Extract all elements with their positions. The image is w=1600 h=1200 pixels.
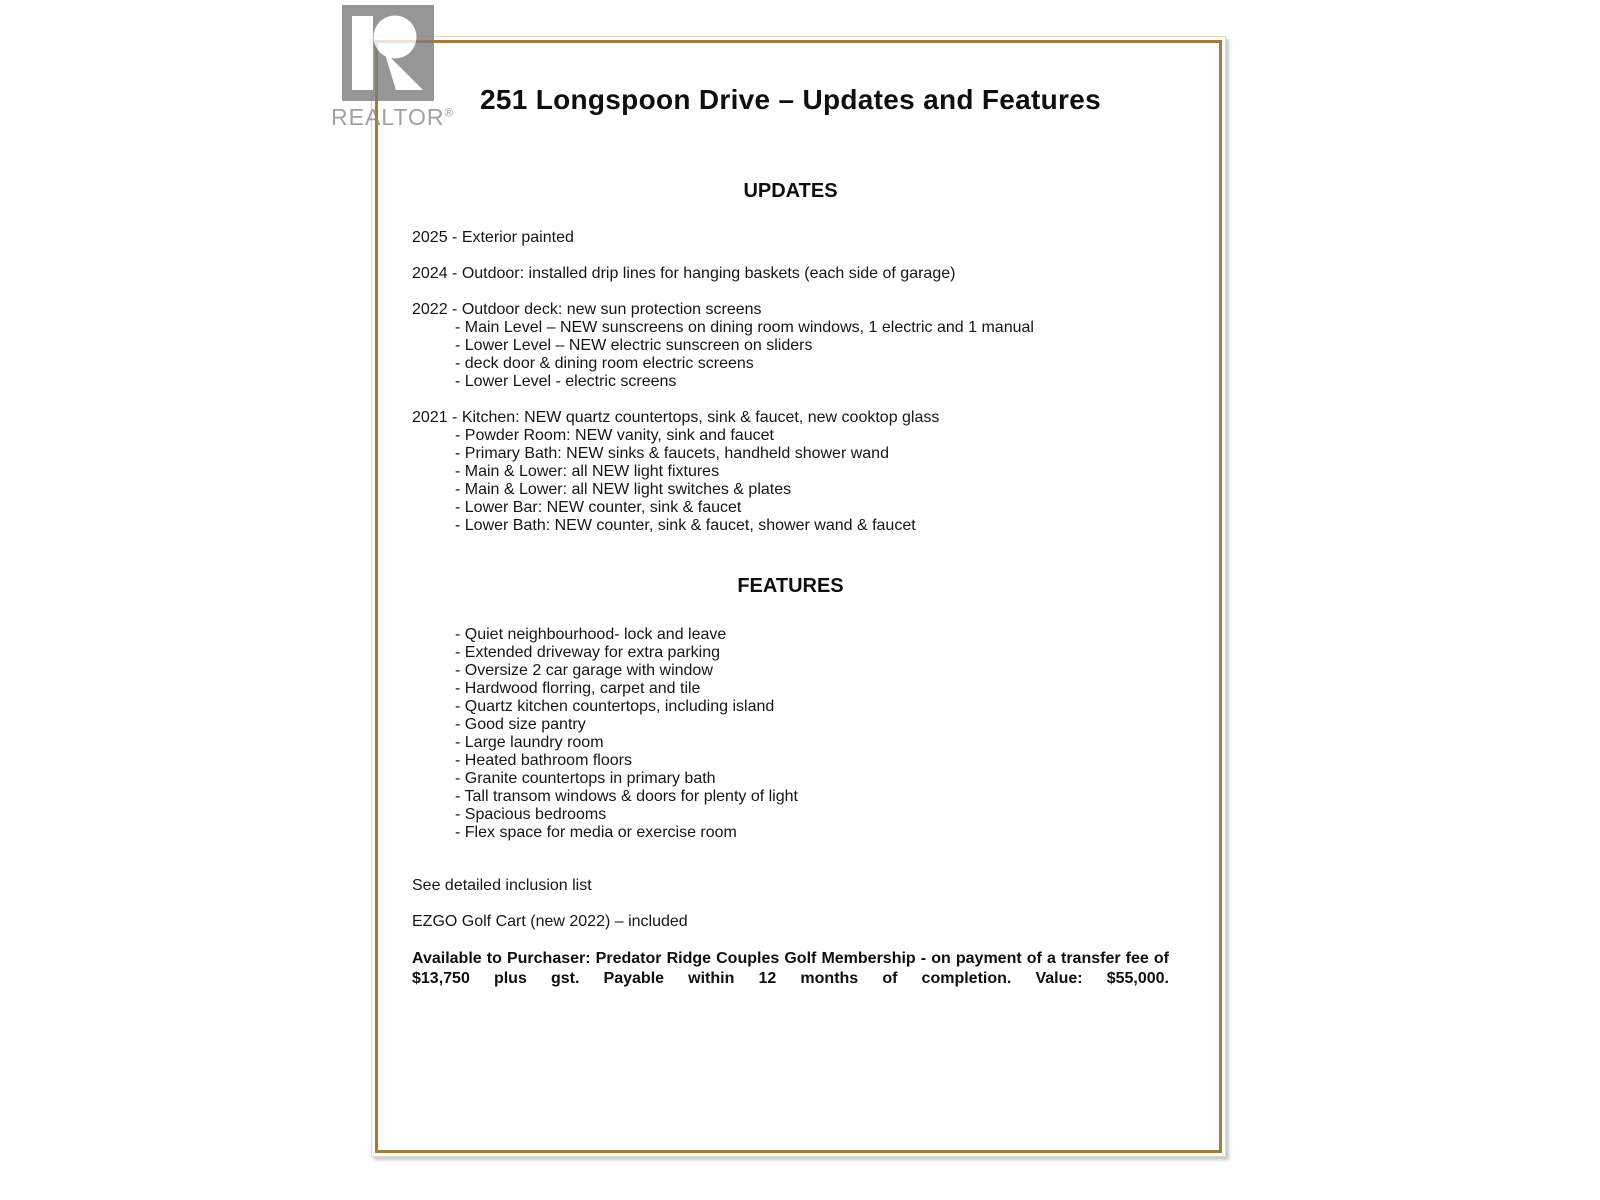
feature-item: - Oversize 2 car garage with window	[455, 662, 713, 679]
realtor-r-icon	[342, 5, 434, 101]
feature-item: - Spacious bedrooms	[455, 806, 607, 823]
update-subitem: - Main & Lower: all NEW light fixtures	[455, 463, 720, 480]
update-subitem: - Lower Level - electric screens	[455, 373, 677, 390]
update-entry	[412, 229, 1169, 247]
feature-item: - Good size pantry	[455, 716, 586, 733]
golf-cart-note: EZGO Golf Cart (new 2022) – included	[412, 913, 688, 930]
realtor-logo	[331, 5, 455, 131]
update-entry	[412, 409, 1169, 535]
feature-item: - Quiet neighbourhood- lock and leave	[455, 626, 727, 643]
document-content	[412, 36, 1169, 1004]
features-heading: FEATURES	[737, 575, 844, 597]
feature-item: - Tall transom windows & doors for plenty of light	[455, 788, 798, 805]
update-subitem: - Main Level – NEW sunscreens on dining room windows, 1 electric and 1 manual	[455, 319, 1034, 336]
update-subitem: - Lower Bar: NEW counter, sink & faucet	[455, 499, 742, 516]
features-list	[412, 626, 1169, 842]
feature-item: - Quartz kitchen countertops, including island	[455, 698, 775, 715]
registered-mark: ®	[444, 105, 455, 120]
update-year-line: 2024 - Outdoor: installed drip lines for hanging baskets (each side of garage)	[412, 265, 956, 282]
realtor-wordmark: REALTOR®	[331, 104, 455, 130]
updates-list	[412, 229, 1169, 535]
feature-item: - Hardwood florring, carpet and tile	[455, 680, 701, 697]
update-entry	[412, 265, 1169, 283]
feature-item: - Granite countertops in primary bath	[455, 770, 716, 787]
update-entry	[412, 301, 1169, 391]
feature-item: - Extended driveway for extra parking	[455, 644, 721, 661]
update-year-line: 2025 - Exterior painted	[412, 229, 574, 246]
update-year-line: 2021 - Kitchen: NEW quartz countertops, sink & faucet, new cooktop glass	[412, 409, 940, 426]
feature-item: - Heated bathroom floors	[455, 752, 632, 769]
feature-item: - Large laundry room	[455, 734, 604, 751]
inclusion-note: See detailed inclusion list	[412, 877, 592, 894]
update-subitem: - Main & Lower: all NEW light switches & plates	[455, 481, 792, 498]
page-title: 251 Longspoon Drive – Updates and Features	[480, 84, 1101, 115]
update-subitem: - Primary Bath: NEW sinks & faucets, handheld shower wand	[455, 445, 889, 462]
updates-heading: UPDATES	[743, 180, 838, 202]
update-subitem: - Lower Bath: NEW counter, sink & faucet, shower wand & faucet	[455, 517, 916, 534]
update-year-line: 2022 - Outdoor deck: new sun protection screens	[412, 301, 762, 318]
update-subitem: - Lower Level – NEW electric sunscreen on sliders	[455, 337, 813, 354]
membership-note: Available to Purchaser: Predator Ridge Couples Golf Membership - on payment of a transfer fee of $13,750 plus gst. Payable within 12 months of completion. Value: $55,000.	[412, 950, 1169, 987]
feature-item: - Flex space for media or exercise room	[455, 824, 737, 841]
update-subitem: - Powder Room: NEW vanity, sink and faucet	[455, 427, 774, 444]
update-subitem: - deck door & dining room electric screens	[455, 355, 754, 372]
